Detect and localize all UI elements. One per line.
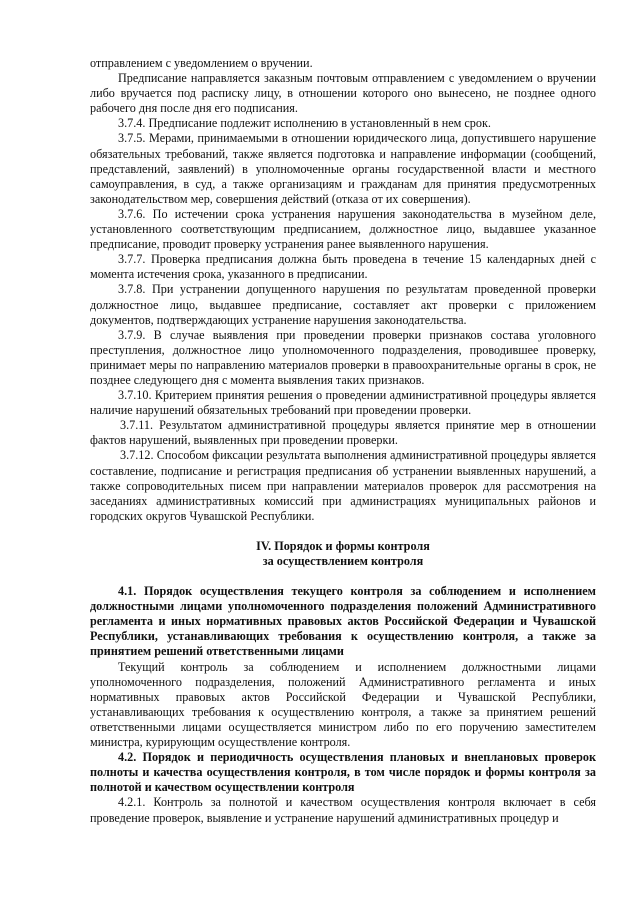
paragraph: 3.7.6. По истечении срока устранения нарушения законодательства в музейном деле, установленного соответствующим предписанием, должностное лицо, выдавшее указанное предписание, проводит проверку устранения ранее выявленного нарушения. [90,206,596,252]
paragraph: 3.7.5. Мерами, принимаемыми в отношении юридического лица, допустившего нарушение обязательных требований, также является подготовка и направление информации (сообщений, представлений, заявлений) в уполномоченные органы государственной власти и местного самоуправления, в суд, а также организациям и гражданам для принятия предусмотренных законодательством мер, совершения действий (отказа от их совершения). [90,131,596,206]
paragraph: 3.7.4. Предписание подлежит исполнению в установленный в нем срок. [118,116,491,131]
paragraph: 3.7.8. При устранении допущенного нарушения по результатам проведенной проверки должностное лицо, выдавшее предписание, составляет акт проверки с приложением документов, подтверждающих устранение нарушения законодательства. [90,282,596,327]
paragraph: 4.1. Порядок осуществления текущего контроля за соблюдением и исполнением должностными лицами уполномоченного подразделения положений Административного регламента и иных нормативных правовых актов Российской Федерации и Чувашской Республики, устанавливающих требования к осуществлению контроля, а также за принятием решений ответственными лицами [90,584,596,659]
paragraph: 3.7.10. Критерием принятия решения о проведении административной процедуры является наличие нарушений обязательных требований при проведении проверки. [90,388,596,418]
paragraph: Предписание направляется заказным почтовым отправлением с уведомлением о вручении либо вручается под расписку лицу, в отношении которого оно вынесено, не позднее одного рабочего дня после дня его подписания. [90,71,596,116]
spacer [90,524,596,539]
paragraph: Текущий контроль за соблюдением и исполнением должностными лицами уполномоченного подразделения, положений Административного регламента и иных нормативных правовых актов Российской Федерации и Чувашской Республики, устанавливающих требования к осуществлению контроля, а также за принятием решений ответственными лицами осуществляется министром либо по его поручению заместителем министра, курирующим осуществление контроля. [90,659,596,750]
paragraph: 3.7.11. Результатом административной процедуры является принятие мер в отношении фактов нарушений, выявленных при проведении проверки. [90,418,596,448]
section-title-line1: IV. Порядок и формы контроля [256,538,430,553]
spacer [90,569,596,584]
section-title-line2: за осуществлением контроля [262,554,424,568]
paragraph: отправлением с уведомлением о вручении. [90,56,313,70]
paragraph: 3.7.7. Проверка предписания должна быть проведена в течение 15 календарных дней с момента истечения срока, указанного в предписании. [90,252,596,282]
paragraph: 4.2.1. Контроль за полнотой и качеством осуществления контроля включает в себя проведение проверок, выявление и устранение нарушений административных процедур и [90,795,596,825]
paragraphs-before [90,56,596,524]
paragraph: 4.2. Порядок и периодичность осуществления плановых и внеплановых проверок полноты и качества осуществления контроля, в том числе порядок и формы контроля за полнотой и качеством осуществлении контроля [90,750,596,795]
paragraphs-after [90,584,596,826]
paragraph: 3.7.9. В случае выявления при проведении проверки признаков состава уголовного преступления, должностное лицо уполномоченного подразделения, проводившее проверку, принимает меры по направлению материалов проверки в правоохранительные органы в срок, не позднее следующего дня с момента выявления таких признаков. [90,327,596,387]
paragraph: 3.7.12. Способом фиксации результата выполнения административной процедуры является составление, подписание и регистрация предписания об устранении выявленных нарушений, а также сопроводительных писем при направлении материалов проверок для рассмотрения на заседаниях административных комиссий при администрациях муниципальных районов и городских округов Чувашской Республики. [90,448,596,523]
